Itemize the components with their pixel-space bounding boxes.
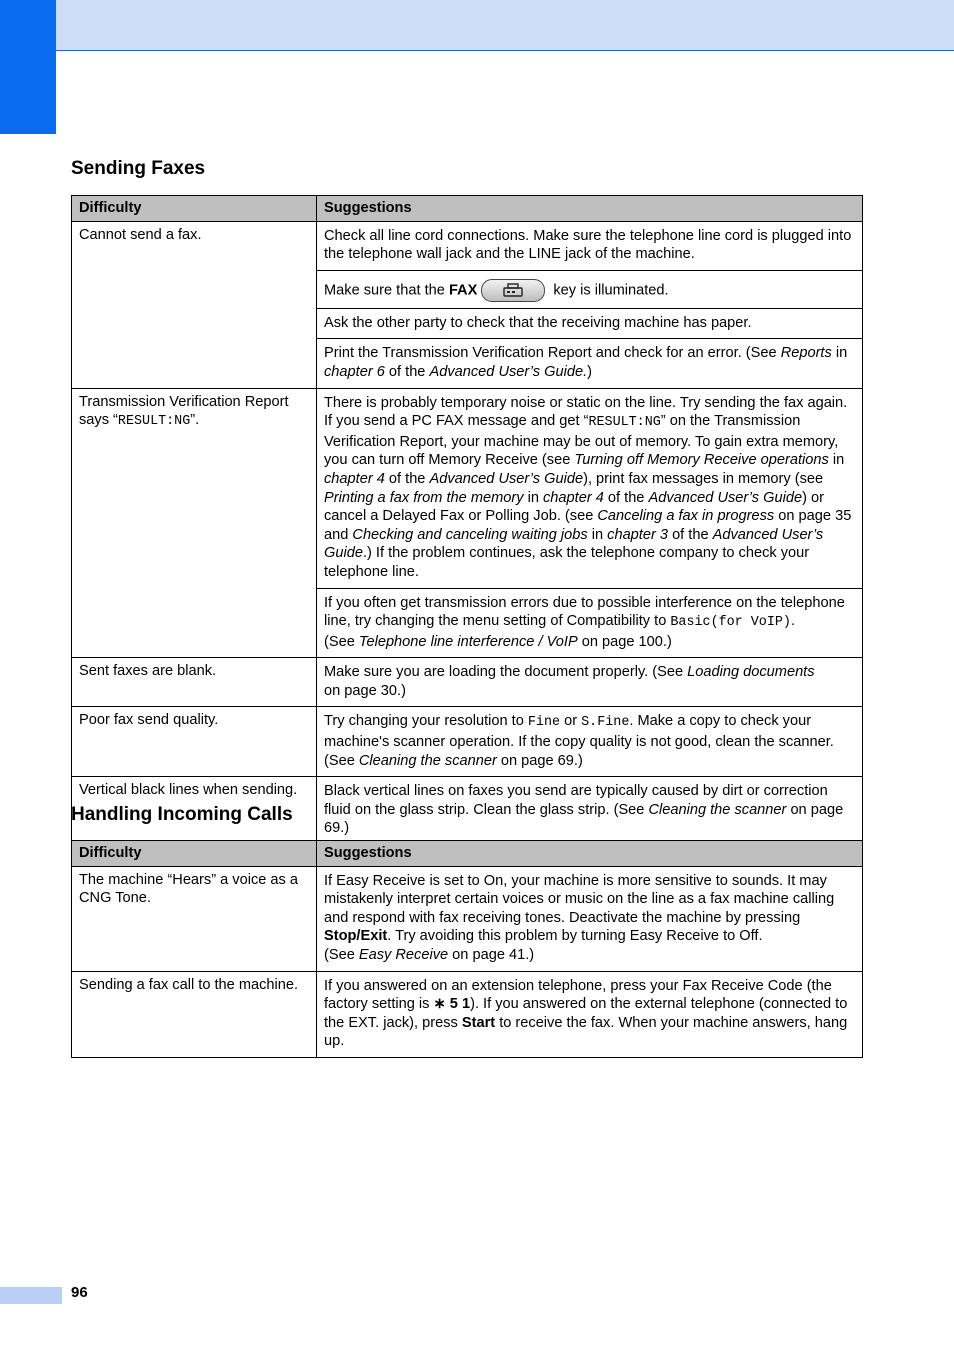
suggestion-cell: Make sure you are loading the document properly. (See Loading documents on page 30.) (317, 658, 863, 707)
column-header-suggestions: Suggestions (317, 196, 863, 222)
suggestion-cell: Check all line cord connections. Make sure the telephone line cord is plugged into the telephone wall jack and the LINE jack of the machine. (317, 221, 863, 270)
suggestion-cell: If you answered on an extension telephone, press your Fax Receive Code (the factory setting is ∗ 5 1). If you answered on the external telephone (connected to the EXT. jack), press Start to receive the fax. When your machine answers, hang up. (317, 971, 863, 1057)
suggestion-cell: Print the Transmission Verification Report and check for an error. (See Reports in chapter 6 of the Advanced User’s Guide.) (317, 339, 863, 388)
footer-bar (0, 1287, 62, 1304)
column-header-difficulty: Difficulty (72, 841, 317, 867)
suggestion-cell: Ask the other party to check that the receiving machine has paper. (317, 308, 863, 339)
table-header-row (72, 841, 863, 867)
column-header-difficulty: Difficulty (72, 196, 317, 222)
table-row (72, 971, 863, 1057)
suggestion-cell: Make sure that the FAX key is illuminated. (317, 270, 863, 308)
table-row (72, 221, 863, 270)
difficulty-cell: The machine “Hears” a voice as a CNG Tone. (72, 866, 317, 971)
table-header-row (72, 196, 863, 222)
page-number: 96 (71, 1284, 88, 1301)
column-header-suggestions: Suggestions (317, 841, 863, 867)
difficulty-cell: Sending a fax call to the machine. (72, 971, 317, 1057)
chapter-tab (0, 0, 56, 134)
difficulty-cell: Sent faxes are blank. (72, 658, 317, 707)
section-title-sending-faxes: Sending Faxes (71, 158, 206, 179)
difficulty-cell: Poor fax send quality. (72, 707, 317, 777)
section-title-handling-incoming-calls: Handling Incoming Calls (71, 804, 293, 825)
header-band (0, 0, 954, 51)
difficulty-cell: Vertical black lines when sending. (72, 777, 317, 845)
fax-key-icon (481, 279, 545, 302)
table-row (72, 388, 863, 588)
difficulty-cell: Cannot send a fax. (72, 221, 317, 388)
suggestion-cell: Try changing your resolution to Fine or S.Fine. Make a copy to check your machine's scanner operation. If the copy quality is not good, clean the scanner. (See Cleaning the scanner on page 69.) (317, 707, 863, 777)
suggestion-cell: There is probably temporary noise or static on the line. Try sending the fax again. If you send a PC FAX message and get “RESULT:NG” on the Transmission Verification Report, your machine may be out of memory. To gain extra memory, you can turn off Memory Receive (see Turning off Memory Receive operations in chapter 4 of the Advanced User’s Guide), print fax messages in memory (see Printing a fax from the memory in chapter 4 of the Advanced User’s Guide) or cancel a Delayed Fax or Polling Job. (see Canceling a fax in progress on page 35 and Checking and canceling waiting jobs in chapter 3 of the Advanced User’s Guide.) If the problem continues, ask the telephone company to check your telephone line. (317, 388, 863, 588)
suggestion-cell: If Easy Receive is set to On, your machine is more sensitive to sounds. It may mistakenly interpret certain voices or music on the line as a fax machine calling and respond with fax receiving tones. Deactivate the machine by pressing Stop/Exit. Try avoiding this problem by turning Easy Receive to Off. (See Easy Receive on page 41.) (317, 866, 863, 971)
sending-faxes-table (71, 195, 863, 845)
table-row (72, 707, 863, 777)
incoming-calls-table (71, 840, 863, 1058)
difficulty-cell: Transmission Verification Report says “RESULT:NG”. (72, 388, 317, 658)
suggestion-cell: Black vertical lines on faxes you send are typically caused by dirt or correction fluid on the glass strip. Clean the glass strip. (See Cleaning the scanner on page 69.) (317, 777, 863, 845)
table-row (72, 658, 863, 707)
suggestion-cell: If you often get transmission errors due to possible interference on the telephone line, try changing the menu setting of Compatibility to Basic(for VoIP). (See Telephone line interference / VoIP on page 100.) (317, 588, 863, 658)
table-row (72, 866, 863, 971)
